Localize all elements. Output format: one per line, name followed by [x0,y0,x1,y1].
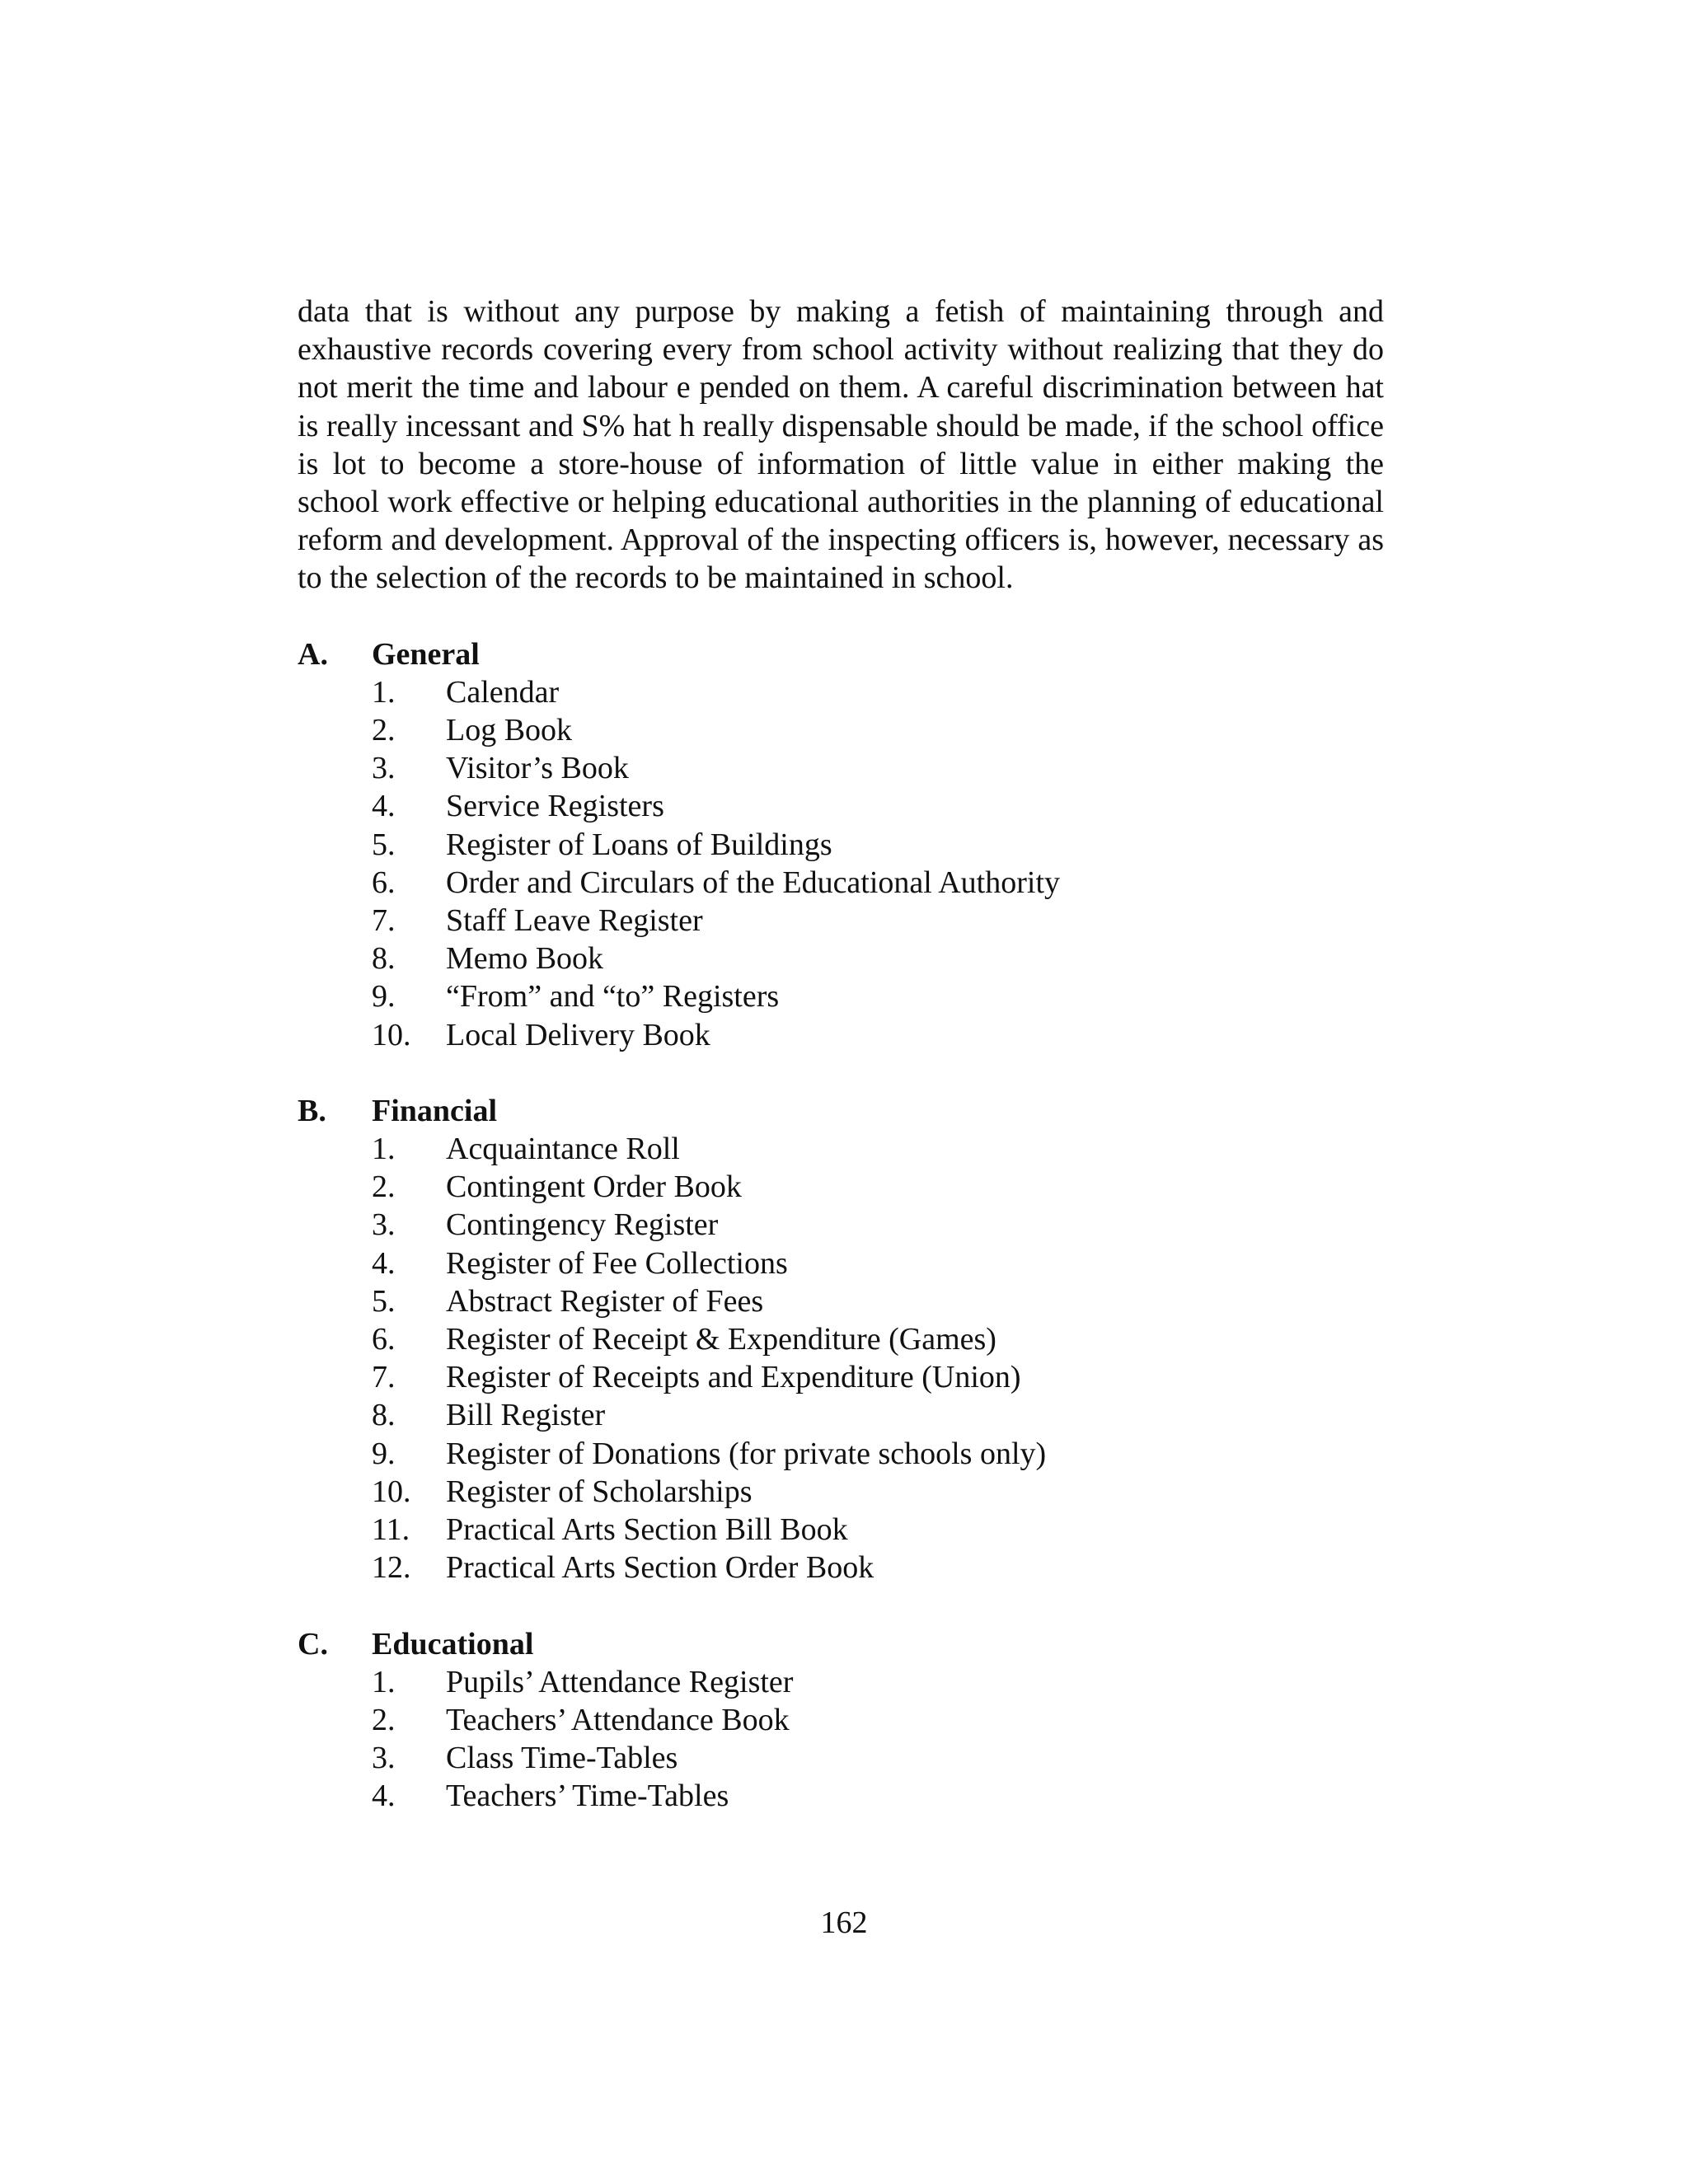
item-number: 1. [372,1132,396,1167]
item-text: Teachers’ Time-Tables [446,1779,729,1814]
item-text: Abstract Register of Fees [446,1283,764,1319]
item-text: Log Book [446,713,573,748]
list-item [372,1701,1384,1739]
list-item [372,787,1384,825]
item-text: Calendar [446,674,560,710]
item-number: 6. [372,865,396,900]
intro-line: the school office is lot to become a store-house of information of little value in [298,408,1384,481]
list-item [372,1244,1384,1282]
item-text: Contingency Register [446,1207,719,1243]
item-text: Register of Fee Collections [446,1245,788,1281]
intro-line: do not merit the time and labour e pended on them. A careful discrimination [298,332,1385,405]
section-general [298,635,1384,1054]
section-heading [298,1092,1384,1130]
list-item [372,1663,1384,1701]
item-text: Register of Receipts and Expenditure (Union) [446,1360,1021,1395]
item-text: Teachers’ Attendance Book [446,1702,790,1737]
section-heading [298,635,1384,673]
list-item [372,1396,1384,1434]
list-item [372,1206,1384,1244]
item-number: 4. [372,789,396,824]
section-item-list [298,1663,1384,1816]
item-number: 9. [372,979,396,1015]
item-text: Service Registers [446,789,664,824]
list-item [372,864,1384,902]
section-title: General [372,636,480,672]
list-item [372,711,1384,749]
item-number: 1. [372,1664,396,1699]
list-item [372,1473,1384,1511]
item-text: Pupils’ Attendance Register [446,1664,794,1699]
item-number: 12. [372,1550,411,1586]
intro-line: in school. [891,560,1014,596]
item-text: Register of Scholarships [446,1474,753,1509]
list-item [372,1435,1384,1473]
item-number: 3. [372,1207,396,1243]
intro-line: either making the school work effective or helping educational authorities in the [298,446,1384,520]
intro-line: planning of educational reform and development. Approval of the inspecting [298,485,1384,558]
item-number: 4. [372,1779,396,1814]
item-number: 5. [372,827,396,862]
item-number: 2. [372,713,396,748]
item-number: 2. [372,1702,396,1737]
item-number: 3. [372,751,396,786]
section-letter: C. [298,1626,328,1661]
item-text: Bill Register [446,1398,606,1433]
list-item [372,1130,1384,1168]
item-text: Register of Loans of Buildings [446,827,832,862]
list-item [372,1358,1384,1396]
section-title: Financial [372,1093,498,1128]
intro-line: officers is, however, necessary as to the selection of the records to be maintained [298,523,1384,596]
list-item [372,1168,1384,1206]
list-item [372,940,1384,977]
section-item-list [298,673,1384,1054]
item-number: 7. [372,903,396,939]
section-educational [298,1625,1384,1816]
section-title: Educational [372,1626,534,1661]
item-text: Register of Receipt & Expenditure (Games) [446,1322,996,1357]
section-heading [298,1625,1384,1663]
list-item [372,826,1384,864]
item-number: 10. [372,1017,411,1052]
item-number: 9. [372,1436,396,1471]
section-financial [298,1092,1384,1587]
item-text: Register of Donations (for private schools only) [446,1436,1047,1471]
item-text: Local Delivery Book [446,1017,710,1052]
list-item [372,1777,1384,1815]
item-text: Acquaintance Roll [446,1132,680,1167]
list-item [372,749,1384,787]
item-number: 8. [372,1398,396,1433]
list-item [372,1739,1384,1777]
item-number: 10. [372,1474,411,1509]
list-item [372,673,1384,711]
section-item-list [298,1130,1384,1586]
item-number: 6. [372,1322,396,1357]
record-sections [298,635,1384,1816]
section-letter: B. [298,1093,326,1128]
intro-paragraph [298,293,1384,598]
section-letter: A. [298,636,328,672]
list-item [372,1282,1384,1320]
item-text: Visitor’s Book [446,751,629,786]
list-item [372,1549,1384,1586]
item-text: Contingent Order Book [446,1169,742,1205]
list-item [372,977,1384,1015]
item-text: Memo Book [446,941,604,977]
list-item [372,1016,1384,1054]
item-number: 5. [372,1283,396,1319]
item-text: Practical Arts Section Order Book [446,1550,874,1586]
item-text: “From” and “to” Registers [446,979,780,1015]
intro-line: between hat is really incessant and S% hat h really dispensable should be made, if [298,370,1384,443]
page-content [298,293,1384,1816]
item-text: Class Time-Tables [446,1741,678,1776]
item-number: 1. [372,674,396,710]
item-text: Staff Leave Register [446,903,703,939]
item-text: Practical Arts Section Bill Book [446,1512,848,1548]
item-number: 4. [372,1245,396,1281]
item-number: 7. [372,1360,396,1395]
list-item [372,902,1384,940]
item-number: 2. [372,1169,396,1205]
item-number: 3. [372,1741,396,1776]
list-item [372,1511,1384,1549]
list-item [372,1320,1384,1358]
page-number: 162 [820,1905,868,1940]
intro-line: exhaustive records covering every from school activity without realizing that they [298,332,1343,368]
item-text: Order and Circulars of the Educational Authority [446,865,1061,900]
item-number: 8. [372,941,396,977]
item-number: 11. [372,1512,410,1548]
intro-line: data that is without any purpose by making a fetish of maintaining through and [298,294,1384,329]
